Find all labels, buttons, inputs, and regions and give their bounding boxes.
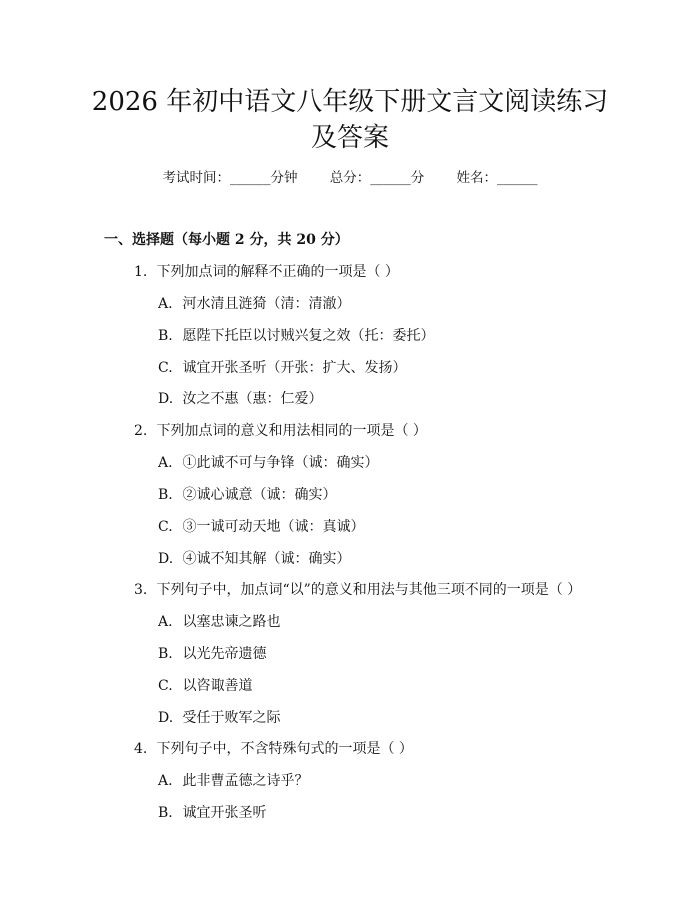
- option-text: 诚宜开张圣听: [182, 805, 267, 821]
- option-text: 以塞忠谏之路也: [182, 614, 281, 630]
- option-text: 以光先帝遗德: [182, 646, 267, 662]
- document-title-line-2: 及答案: [310, 123, 389, 153]
- question-3-option-a: [158, 612, 280, 632]
- option-text: 河水清且涟猗（清：清澈）: [182, 296, 351, 312]
- question-4-option-a: [158, 771, 308, 791]
- question-3: [134, 580, 581, 600]
- question-text: 下列加点词的解释不正确的一项是（ ）: [156, 264, 399, 280]
- option-letter: B.: [158, 646, 173, 662]
- question-4: [134, 739, 413, 759]
- option-text: 汝之不惠（惠：仁爱）: [182, 391, 323, 407]
- question-text: 下列句子中，加点词“以”的意义和用法与其他三项不同的一项是（ ）: [156, 582, 582, 598]
- question-1: [134, 262, 399, 282]
- question-3-option-b: [158, 644, 266, 664]
- option-text: 诚宜开张圣听（开张：扩大、发扬）: [182, 360, 407, 376]
- question-number: 3.: [134, 582, 148, 598]
- question-text: 下列加点词的意义和用法相同的一项是（ ）: [156, 423, 427, 439]
- student-name-field: 姓名：______: [456, 170, 538, 186]
- question-2-option-d: [158, 549, 350, 569]
- question-number: 2.: [134, 423, 148, 439]
- question-number: 1.: [134, 264, 148, 280]
- document-title-line-1: 2026 年初中语文八年级下册文言文阅读练习: [91, 87, 609, 117]
- question-2-option-a: [158, 453, 378, 473]
- question-1-option-a: [158, 294, 350, 314]
- option-letter: A.: [158, 614, 173, 630]
- option-text: 此非曹孟德之诗乎？: [182, 773, 309, 789]
- question-4-option-b: [158, 803, 266, 823]
- total-score-field: 总分：______分: [329, 170, 425, 186]
- option-letter: B.: [158, 328, 173, 344]
- question-text: 下列句子中，不含特殊句式的一项是（ ）: [156, 741, 413, 757]
- option-letter: D.: [158, 710, 174, 726]
- option-letter: D.: [158, 391, 174, 407]
- option-letter: C.: [158, 360, 173, 376]
- question-2: [134, 421, 427, 441]
- option-text: 以咨诹善道: [182, 678, 253, 694]
- option-letter: C.: [158, 519, 173, 535]
- question-2-option-c: [158, 517, 364, 537]
- option-text: ④诚不知其解（诚：确实）: [182, 551, 351, 567]
- option-text: ②诚心诚意（诚：确实）: [182, 487, 337, 503]
- option-text: ③一诚可动天地（诚：真诚）: [182, 519, 365, 535]
- question-1-option-d: [158, 389, 322, 409]
- option-letter: A.: [158, 773, 173, 789]
- exam-time-field: 考试时间：______分钟: [162, 170, 298, 186]
- option-text: 受任于败军之际: [182, 710, 281, 726]
- question-2-option-b: [158, 485, 336, 505]
- option-letter: A.: [158, 455, 173, 471]
- section-heading: 一、选择题（每小题 2 分，共 20 分）: [104, 232, 349, 248]
- question-1-option-c: [158, 358, 406, 378]
- option-text: ①此诚不可与争锋（诚：确实）: [182, 455, 379, 471]
- option-letter: D.: [158, 551, 174, 567]
- question-3-option-c: [158, 676, 252, 696]
- question-number: 4.: [134, 741, 148, 757]
- option-text: 愿陛下托臣以讨贼兴复之效（托：委托）: [182, 328, 435, 344]
- option-letter: A.: [158, 296, 173, 312]
- option-letter: B.: [158, 805, 173, 821]
- option-letter: B.: [158, 487, 173, 503]
- question-1-option-b: [158, 326, 434, 346]
- option-letter: C.: [158, 678, 173, 694]
- question-3-option-d: [158, 708, 280, 728]
- exam-meta-line: [0, 168, 700, 188]
